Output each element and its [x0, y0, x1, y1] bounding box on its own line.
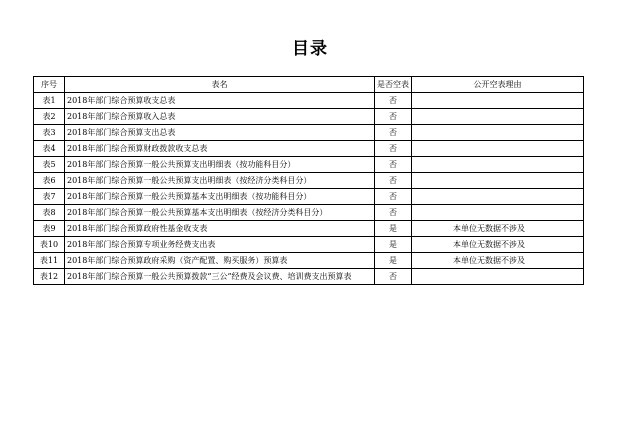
table-row: [34, 93, 584, 109]
row-reason: [412, 269, 584, 285]
table-row: [34, 269, 584, 285]
table-row: [34, 189, 584, 205]
row-reason: [412, 125, 584, 141]
row-is-empty: 是: [375, 253, 412, 269]
row-reason: 本单位无数据不涉及: [412, 221, 584, 237]
row-reason: 本单位无数据不涉及: [412, 253, 584, 269]
row-reason: [412, 189, 584, 205]
row-name: 2018年部门综合预算财政拨款收支总表: [65, 141, 375, 157]
row-is-empty: 否: [375, 141, 412, 157]
table-row: [34, 125, 584, 141]
row-name: 2018年部门综合预算一般公共预算拨款“三公”经费及会议费、培训费支出预算表: [65, 269, 375, 285]
row-seq: 表8: [34, 205, 65, 221]
row-is-empty: 否: [375, 173, 412, 189]
table-header-row: [34, 77, 584, 93]
row-seq: 表3: [34, 125, 65, 141]
row-name: 2018年部门综合预算专项业务经费支出表: [65, 237, 375, 253]
row-seq: 表4: [34, 141, 65, 157]
row-name: 2018年部门综合预算一般公共预算支出明细表（按功能科目分）: [65, 157, 375, 173]
row-reason: [412, 205, 584, 221]
row-is-empty: 是: [375, 221, 412, 237]
row-name: 2018年部门综合预算一般公共预算基本支出明细表（按功能科目分）: [65, 189, 375, 205]
row-seq: 表7: [34, 189, 65, 205]
table-row: [34, 221, 584, 237]
row-seq: 表10: [34, 237, 65, 253]
row-is-empty: 否: [375, 125, 412, 141]
row-name: 2018年部门综合预算支出总表: [65, 125, 375, 141]
table-row: [34, 109, 584, 125]
header-reason: 公开空表理由: [412, 77, 584, 93]
row-is-empty: 否: [375, 189, 412, 205]
header-seq: 序号: [34, 77, 65, 93]
table-row: [34, 157, 584, 173]
table-row: [34, 237, 584, 253]
row-seq: 表12: [34, 269, 65, 285]
table-row: [34, 253, 584, 269]
row-name: 2018年部门综合预算政府性基金收支表: [65, 221, 375, 237]
row-is-empty: 否: [375, 205, 412, 221]
row-name: 2018年部门综合预算一般公共预算基本支出明细表（按经济分类科目分）: [65, 205, 375, 221]
row-is-empty: 否: [375, 109, 412, 125]
row-name: 2018年部门综合预算收支总表: [65, 93, 375, 109]
row-seq: 表2: [34, 109, 65, 125]
catalog-table: [33, 76, 584, 285]
row-seq: 表6: [34, 173, 65, 189]
row-seq: 表5: [34, 157, 65, 173]
row-reason: [412, 109, 584, 125]
row-seq: 表9: [34, 221, 65, 237]
row-seq: 表1: [34, 93, 65, 109]
header-is-empty: 是否空表: [375, 77, 412, 93]
row-name: 2018年部门综合预算一般公共预算支出明细表（按经济分类科目分）: [65, 173, 375, 189]
row-is-empty: 是: [375, 237, 412, 253]
row-name: 2018年部门综合预算政府采购（资产配置、购买服务）预算表: [65, 253, 375, 269]
row-reason: [412, 141, 584, 157]
row-is-empty: 否: [375, 269, 412, 285]
row-name: 2018年部门综合预算收入总表: [65, 109, 375, 125]
table-row: [34, 205, 584, 221]
row-is-empty: 否: [375, 157, 412, 173]
table-row: [34, 141, 584, 157]
table-row: [34, 173, 584, 189]
row-reason: 本单位无数据不涉及: [412, 237, 584, 253]
row-seq: 表11: [34, 253, 65, 269]
row-reason: [412, 173, 584, 189]
header-name: 表名: [65, 77, 375, 93]
row-reason: [412, 157, 584, 173]
row-is-empty: 否: [375, 93, 412, 109]
row-reason: [412, 93, 584, 109]
page-title: 目录: [292, 39, 328, 59]
